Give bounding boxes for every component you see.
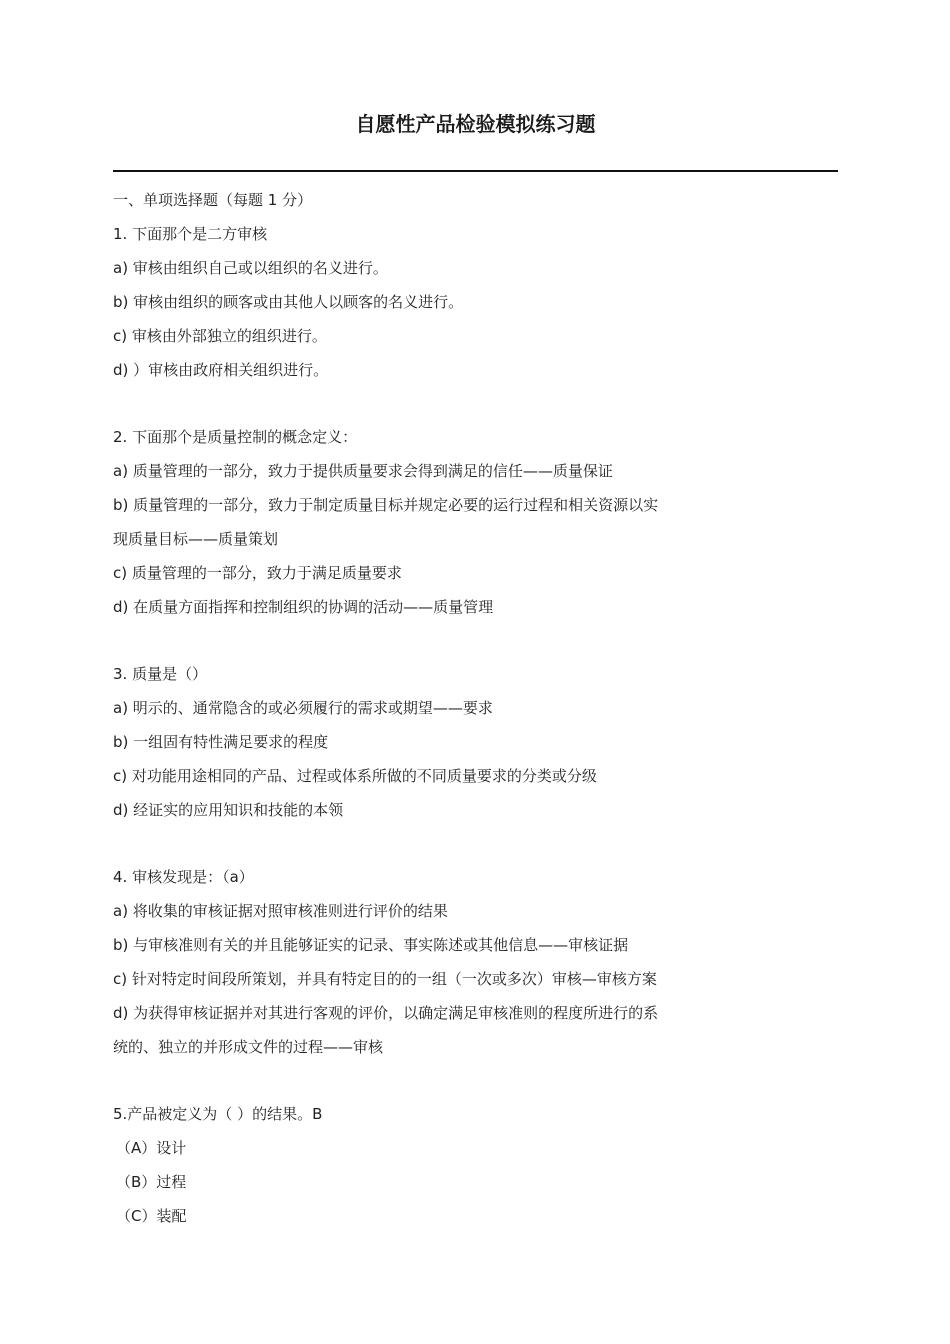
question-3-option-b: b) 一组固有特性满足要求的程度 [113,733,329,751]
question-2-stem: 2. 下面那个是质量控制的概念定义： [113,428,358,446]
question-4-stem: 4. 审核发现是：（a） [113,868,254,886]
question-4-option-c: c) 针对特定时间段所策划，并具有特定目的的一组（一次或多次）审核—审核方案 [113,970,657,988]
question-1-stem: 1. 下面那个是二方审核 [113,225,268,243]
question-2-option-b-cont: 现质量目标——质量策划 [113,530,279,548]
question-5-option-b: （B）过程 [116,1173,187,1191]
document-title: 自愿性产品检验模拟练习题 [355,112,596,136]
question-3-option-d: d) 经证实的应用知识和技能的本领 [113,801,344,819]
question-1-option-d: d) ）审核由政府相关组织进行。 [113,361,329,379]
title-divider [113,170,838,172]
question-1-option-b: b) 审核由组织的顾客或由其他人以顾客的名义进行。 [113,293,464,311]
question-2-option-a: a) 质量管理的一部分，致力于提供质量要求会得到满足的信任——质量保证 [113,462,613,480]
question-1-option-c: c) 审核由外部独立的组织进行。 [113,327,327,345]
question-3-option-c: c) 对功能用途相同的产品、过程或体系所做的不同质量要求的分类或分级 [113,767,597,785]
question-5-stem: 5.产品被定义为（ ）的结果。B [113,1105,323,1123]
question-5-option-a: （A）设计 [116,1139,187,1157]
question-4-option-d: d) 为获得审核证据并对其进行客观的评价，以确定满足审核准则的程度所进行的系 [113,1004,659,1022]
question-5-option-c: （C）装配 [116,1207,187,1225]
question-4-option-b: b) 与审核准则有关的并且能够证实的记录、事实陈述或其他信息——审核证据 [113,936,629,954]
question-4-option-a: a) 将收集的审核证据对照审核准则进行评价的结果 [113,902,448,920]
section-heading: 一、单项选择题（每题 1 分） [113,191,313,209]
question-3-option-a: a) 明示的、通常隐含的或必须履行的需求或期望——要求 [113,699,493,717]
question-2-option-b: b) 质量管理的一部分，致力于制定质量目标并规定必要的运行过程和相关资源以实 [113,496,659,514]
question-3-stem: 3. 质量是（） [113,665,208,683]
question-2-option-c: c) 质量管理的一部分，致力于满足质量要求 [113,564,402,582]
question-4-option-d-cont: 统的、独立的并形成文件的过程——审核 [113,1038,384,1056]
question-2-option-d: d) 在质量方面指挥和控制组织的协调的活动——质量管理 [113,598,494,616]
question-1-option-a: a) 审核由组织自己或以组织的名义进行。 [113,259,388,277]
